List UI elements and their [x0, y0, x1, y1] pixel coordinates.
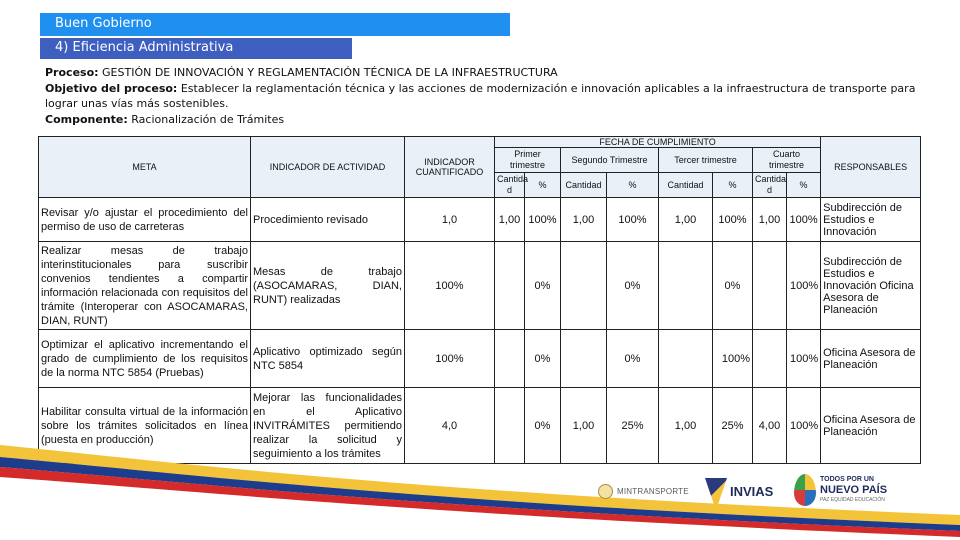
footer-logos: [590, 470, 890, 520]
todos-line1: TODOS POR UN: [820, 476, 874, 483]
row-q1-pct: 0%: [525, 388, 561, 464]
row-q2-cantidad: [561, 242, 607, 330]
componente-line: [45, 112, 917, 128]
row-indicador: Aplicativo optimizado según NTC 5854: [251, 330, 405, 388]
header-meta: META: [39, 137, 251, 198]
row-indicador: Mesas de trabajo (ASOCAMARAS, DIAN, RUNT) realizadas: [251, 242, 405, 330]
row-q4-pct: 100%: [787, 388, 821, 464]
row-indicador: Procedimiento revisado: [251, 198, 405, 242]
row-q1-cantidad: 1,00: [495, 198, 525, 242]
table-row: [39, 330, 921, 388]
header-q4: Cuarto trimestre: [753, 148, 821, 173]
proceso-line: [45, 65, 917, 81]
row-responsable: Subdirección de Estudios e Innovación: [821, 198, 921, 242]
row-q3-cantidad: 1,00: [659, 388, 713, 464]
invias-logo: [705, 478, 773, 504]
colombia-drop-icon: [794, 474, 816, 506]
row-q3-pct: 100%: [713, 330, 753, 388]
row-q2-pct: 25%: [607, 388, 659, 464]
section-subtitle: 4) Eficiencia Administrativa: [55, 40, 234, 55]
row-q1-cantidad: [495, 330, 525, 388]
objetivo-label: Objetivo del proceso:: [45, 81, 178, 95]
row-q1-cantidad: [495, 242, 525, 330]
row-q4-cantidad: 1,00: [753, 198, 787, 242]
header-fecha: FECHA DE CUMPLIMIENTO: [495, 137, 821, 148]
header-q1-cantidad: Cantida d: [495, 173, 525, 198]
row-cuantificado: 100%: [405, 330, 495, 388]
header-q1-pct: %: [525, 173, 561, 198]
header-q3-cantidad: Cantidad: [659, 173, 713, 198]
componente-label: Componente:: [45, 112, 128, 126]
row-q2-cantidad: 1,00: [561, 198, 607, 242]
row-responsable: Subdirección de Estudios e Innovación Oficina Asesora de Planeación: [821, 242, 921, 330]
todos-line3: PAZ EQUIDAD EDUCACIÓN: [820, 497, 885, 503]
row-q1-pct: 100%: [525, 198, 561, 242]
row-q4-cantidad: [753, 330, 787, 388]
row-q4-pct: 100%: [787, 242, 821, 330]
row-q4-pct: 100%: [787, 198, 821, 242]
row-q3-pct: 100%: [713, 198, 753, 242]
row-q3-pct: 0%: [713, 242, 753, 330]
table-header-row: [39, 137, 921, 148]
row-q1-pct: 0%: [525, 242, 561, 330]
header-q2-pct: %: [607, 173, 659, 198]
row-q3-cantidad: [659, 242, 713, 330]
plan-table: [38, 136, 921, 464]
process-intro: [45, 65, 917, 127]
row-responsable: Oficina Asesora de Planeación: [821, 388, 921, 464]
objetivo-value: Establecer la reglamentación técnica y las acciones de modernización e innovación aplicables a la infraestructura de transporte para lograr unas vías más sostenibles.: [45, 81, 916, 111]
invias-text: INVIAS: [730, 483, 774, 499]
invias-mark-icon: [705, 478, 727, 504]
row-indicador: Mejorar las funcionalidades en el Aplicativo INVITRÁMITES permitiendo realizar la solicitud y seguimiento a los trámites: [251, 388, 405, 464]
header-q2-cantidad: Cantidad: [561, 173, 607, 198]
componente-value: Racionalización de Trámites: [127, 112, 285, 126]
shield-seal-icon: [598, 484, 613, 499]
row-q2-pct: 0%: [607, 330, 659, 388]
row-q3-cantidad: [659, 330, 713, 388]
header-q4-pct: %: [787, 173, 821, 198]
row-q2-pct: 0%: [607, 242, 659, 330]
table-row: [39, 198, 921, 242]
mintransporte-text: MINTRANSPORTE: [617, 487, 689, 496]
row-q4-cantidad: [753, 242, 787, 330]
header-q4-cantidad: Cantida d: [753, 173, 787, 198]
row-cuantificado: 1,0: [405, 198, 495, 242]
section-subtitle-bar: [40, 38, 352, 59]
header-indicador-actividad: INDICADOR DE ACTIVIDAD: [251, 137, 405, 198]
proceso-value: GESTIÓN DE INNOVACIÓN Y REGLAMENTACIÓN TÉCNICA DE LA INFRAESTRUCTURA: [98, 66, 558, 79]
row-q2-cantidad: 1,00: [561, 388, 607, 464]
mintransporte-logo: [598, 484, 689, 499]
row-q3-cantidad: 1,00: [659, 198, 713, 242]
section-title: Buen Gobierno: [55, 16, 152, 31]
objetivo-line: [45, 81, 917, 112]
header-q3-pct: %: [713, 173, 753, 198]
header-q3: Tercer trimestre: [659, 148, 753, 173]
row-q4-pct: 100%: [787, 330, 821, 388]
row-q4-cantidad: 4,00: [753, 388, 787, 464]
row-meta: Realizar mesas de trabajo interinstitucionales para suscribir convenios tendientes a compartir información relacionada con requisitos del trámite (Interoperar con ASOCAMARAS, DIAN, RUNT): [39, 242, 251, 330]
row-cuantificado: 100%: [405, 242, 495, 330]
row-cuantificado: 4,0: [405, 388, 495, 464]
row-meta: Habilitar consulta virtual de la información sobre los trámites solicitados en línea (puesta en producción): [39, 388, 251, 464]
table-row: [39, 242, 921, 330]
todos-por-un-nuevo-pais-logo: [794, 474, 887, 506]
header-indicador-cuantificado: INDICADOR CUANTIFICADO: [405, 137, 495, 198]
row-q2-pct: 100%: [607, 198, 659, 242]
row-meta: Revisar y/o ajustar el procedimiento del permiso de uso de carreteras: [39, 198, 251, 242]
header-q1: Primer trimestre: [495, 148, 561, 173]
row-q2-cantidad: [561, 330, 607, 388]
header-responsables: RESPONSABLES: [821, 137, 921, 198]
row-meta: Optimizar el aplicativo incrementando el grado de cumplimiento de los requisitos de la norma NTC 5854 (Pruebas): [39, 330, 251, 388]
header-q2: Segundo Trimestre: [561, 148, 659, 173]
proceso-label: Proceso:: [45, 66, 99, 79]
row-responsable: Oficina Asesora de Planeación: [821, 330, 921, 388]
row-q3-pct: 25%: [713, 388, 753, 464]
todos-line2: NUEVO PAÍS: [820, 484, 888, 496]
row-q1-pct: 0%: [525, 330, 561, 388]
section-title-bar: [40, 13, 510, 36]
